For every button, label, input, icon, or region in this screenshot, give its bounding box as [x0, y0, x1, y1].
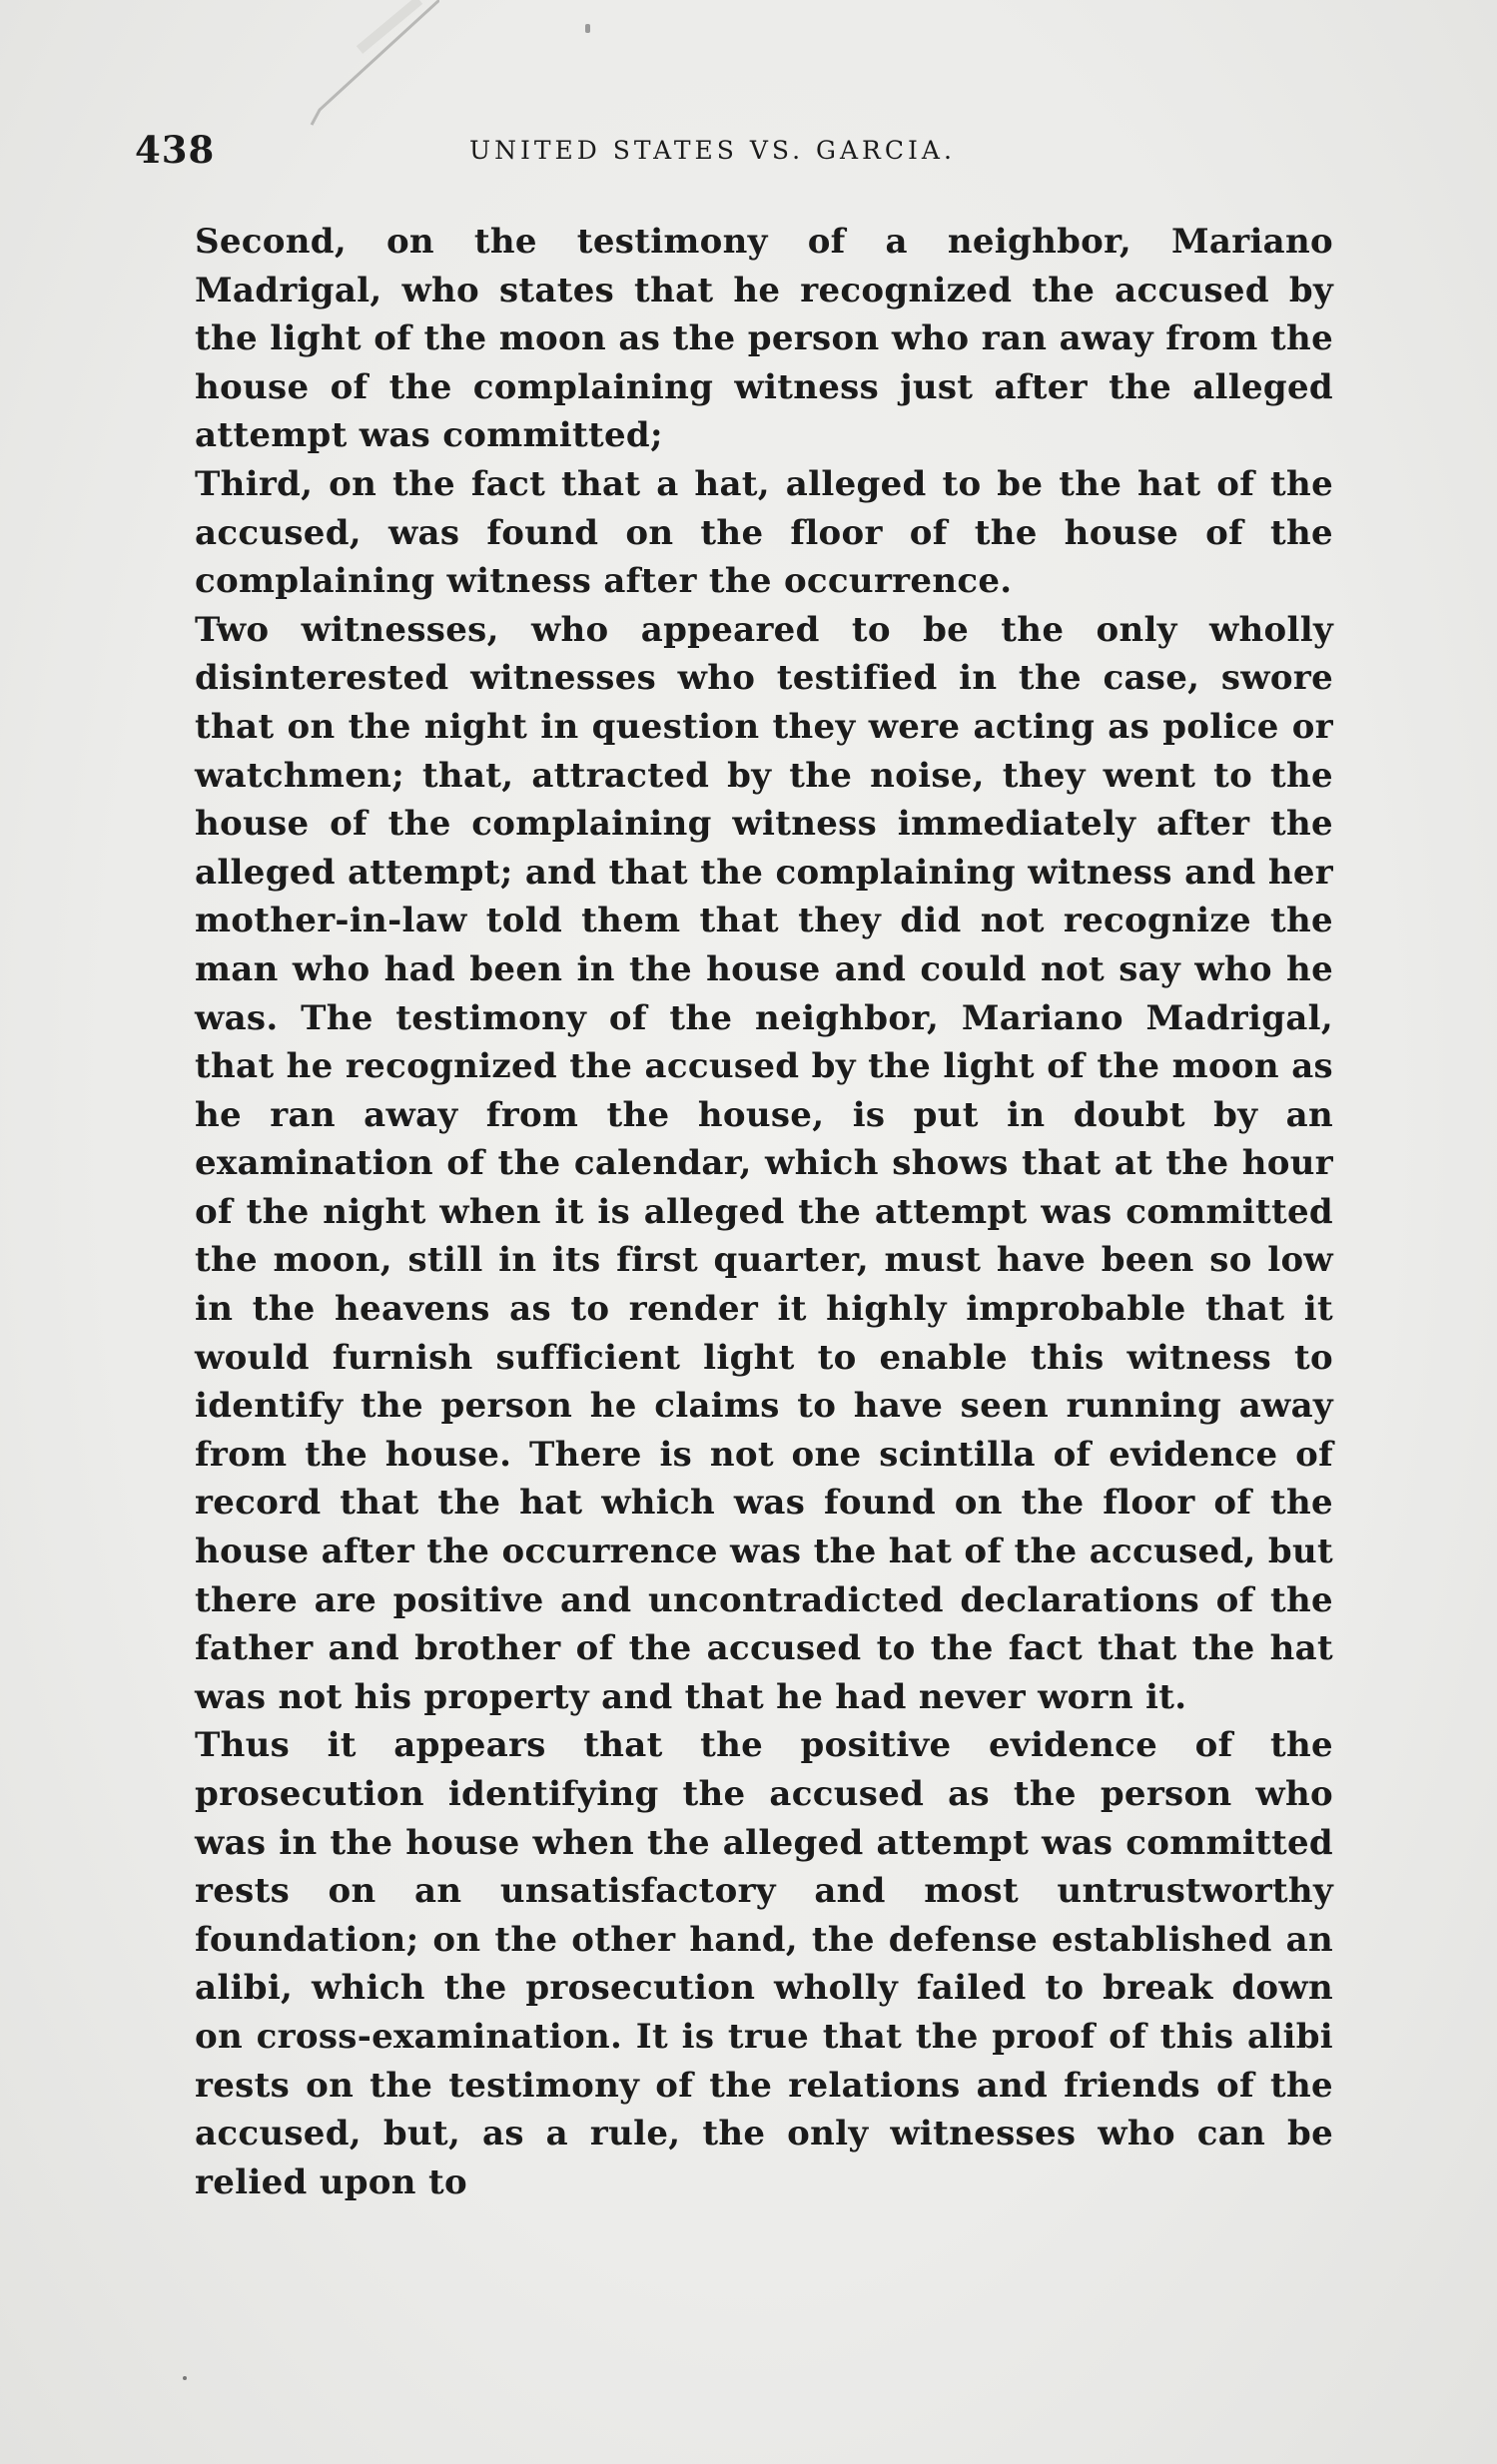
paragraph-third — [195, 460, 1333, 606]
paragraph-two-witnesses-text: Two witnesses, who appeared to be the only wholly disinterested witnesses who testified in the case, swore that on the night in question they were acting as police or watchmen; that, attracted by the noise, they went to the house of the complaining witness immediately after the alleged attempt; and that the complaining witness and her mother-in-law told them that they did not recognize the man who had been in the house and could not say who he was. The testimony of the neighbor, Mariano Madrigal, that he recognized the accused by the light of the moon as he ran away from the house, is put in doubt by an examination of the calendar, which shows that at the hour of the night when it is alleged the attempt was committed the moon, still in its first quarter, must have been so low in the heavens as to render it highly improbable that it would furnish sufficient light to enable this witness to identify the person he claims to have seen running away from the house. There is not one scintilla of evidence of record that the hat which was found on the floor of the house after the occurrence was the hat of the accused, but there are positive and uncontradicted declarations of the father and brother of the accused to the fact that the hat was not his property and that he had never worn it. — [195, 609, 1333, 1717]
paper-speck-bottom — [183, 2376, 187, 2380]
paragraph-thus-text: Thus it appears that the positive evidence of the prosecution identifying the accused as the person who was in the house when the alleged attempt was committed rests on an unsatisfactory and most untrustworthy foundation; on the other hand, the defense established an alibi, which the prosecution wholly failed to break down on cross-examination. It is true that the proof of this alibi rests on the testimony of the relations and friends of the accused, but, as a rule, the only witnesses who can be relied upon to — [195, 1725, 1333, 2202]
paragraph-second-text: Second, on the testimony of a neighbor, Mariano Madrigal, who states that he recognized the accused by the light of the moon as the person who ran away from the house of the complaining witness just after the alleged attempt was committed; — [195, 222, 1333, 456]
page-header — [135, 128, 1333, 188]
paper-speck — [585, 24, 590, 33]
paragraph-thus — [195, 1721, 1333, 2206]
page-number: 438 — [135, 128, 216, 172]
paragraph-second — [195, 218, 1333, 460]
paragraph-third-text: Third, on the fact that a hat, alleged to be the hat of the accused, was found on the floor of the house of the complaining witness after the occurrence. — [195, 463, 1333, 602]
running-head: UNITED STATES VS. GARCIA. — [469, 136, 956, 165]
paragraph-two-witnesses — [195, 606, 1333, 1722]
body-text — [195, 218, 1333, 2206]
